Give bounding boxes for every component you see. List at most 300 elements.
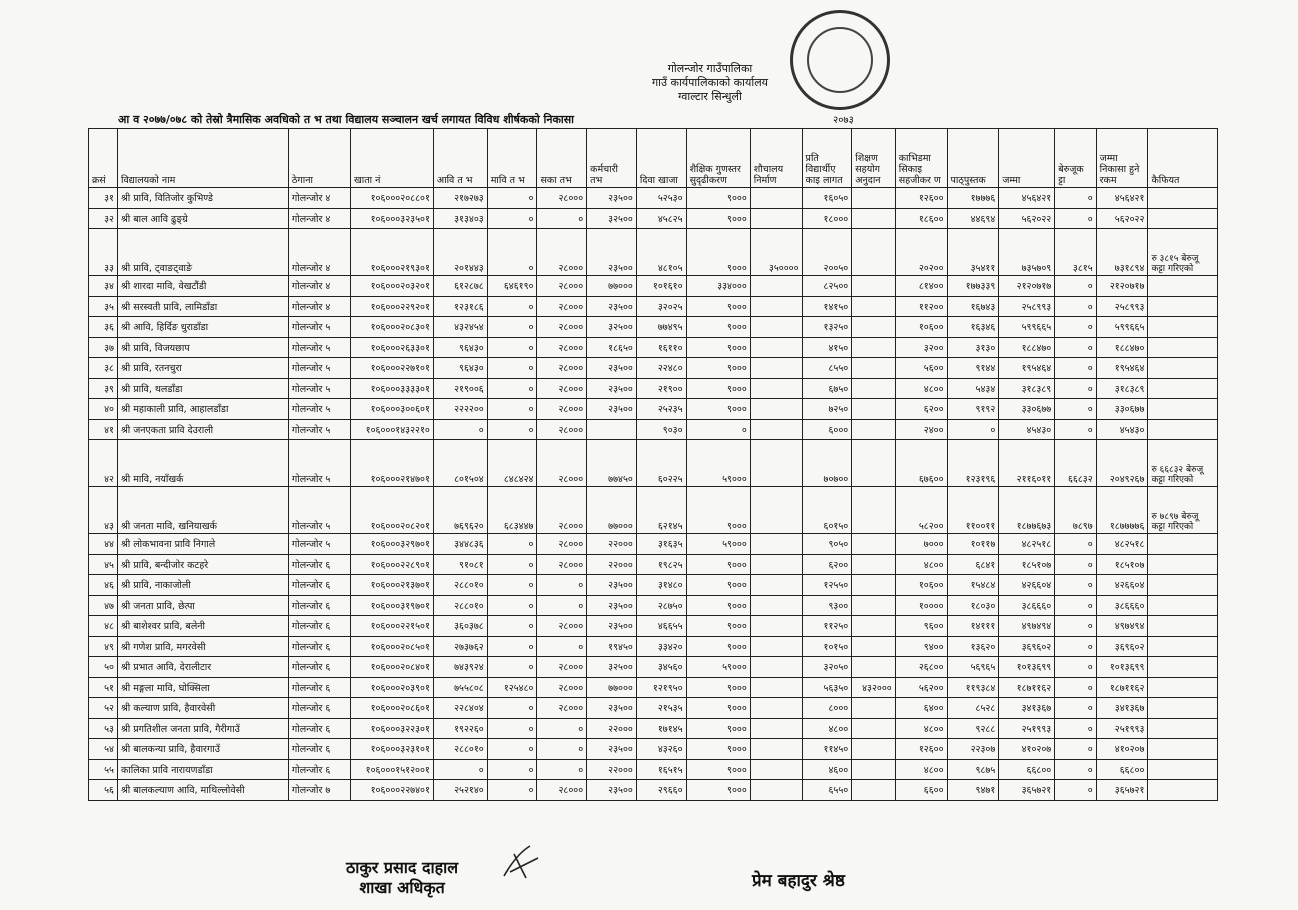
table-cell: १९५४६४ bbox=[1096, 358, 1148, 379]
table-cell: श्री जनता मावि, खनियाखर्क bbox=[118, 487, 289, 534]
table-cell: ६२०० bbox=[895, 399, 947, 420]
table-cell: २२२२०० bbox=[433, 399, 487, 420]
table-cell: ९००० bbox=[686, 399, 750, 420]
table-cell bbox=[1148, 276, 1218, 297]
table-cell: ३१ bbox=[89, 188, 118, 209]
column-header: प्रति विद्यार्थीए काइ लागत bbox=[802, 129, 852, 188]
column-header: बेरुजूक ट्टा bbox=[1055, 129, 1096, 188]
table-cell: ३६९६०२ bbox=[1096, 636, 1148, 657]
column-header: काभिडमा सिकाइ सहजीकर ण bbox=[895, 129, 947, 188]
table-cell: गोलन्जोर ५ bbox=[288, 419, 350, 440]
table-cell bbox=[852, 317, 896, 338]
table-cell: १०६०००२०३९०१ bbox=[351, 677, 434, 698]
table-cell bbox=[1148, 208, 1218, 229]
table-cell: श्री महाकाली प्रावि, आहालडाँडा bbox=[118, 399, 289, 420]
table-cell: ० bbox=[1055, 698, 1096, 719]
column-header: शिक्षण सहयोग अनुदान bbox=[852, 129, 896, 188]
table-cell: गोलन्जोर ६ bbox=[288, 616, 350, 637]
table-cell: ४९ bbox=[89, 636, 118, 657]
table-cell: २८००० bbox=[537, 337, 587, 358]
left-signatory-title: शाखा अधिकृत bbox=[359, 878, 445, 897]
table-cell: ४१५० bbox=[802, 337, 852, 358]
table-cell: ७३५७०९ bbox=[999, 229, 1055, 276]
table-cell: १२१९५० bbox=[636, 677, 686, 698]
table-cell: १६५१५ bbox=[636, 759, 686, 780]
table-cell: श्री जनता प्रावि, छेत्पा bbox=[118, 595, 289, 616]
table-cell: २८००० bbox=[537, 296, 587, 317]
table-cell: १०६०००३२२३०१ bbox=[351, 718, 434, 739]
table-cell: गोलन्जोर ५ bbox=[288, 487, 350, 534]
table-cell: १०१६१० bbox=[636, 276, 686, 297]
table-cell: १७१४५ bbox=[636, 718, 686, 739]
table-cell: १८००० bbox=[802, 208, 852, 229]
table-cell: ५६२०० bbox=[895, 677, 947, 698]
table-cell: ८१४०० bbox=[895, 276, 947, 297]
table-cell: गोलन्जोर ७ bbox=[288, 780, 350, 801]
table-cell: ७८९७ bbox=[1055, 487, 1096, 534]
table-cell: रु ६६८३२ बेरुजू कट्टा गरिएको bbox=[1148, 440, 1218, 487]
table-cell: २८००० bbox=[537, 554, 587, 575]
table-cell: श्री प्रावि, वितिजोर कुभिण्डे bbox=[118, 188, 289, 209]
table-cell: श्री प्रगतिशील जनता प्रावि, गैरीगाउँ bbox=[118, 718, 289, 739]
table-cell: २८००० bbox=[537, 188, 587, 209]
table-cell bbox=[852, 698, 896, 719]
table-cell: १६३४६ bbox=[947, 317, 999, 338]
table-cell: ० bbox=[487, 534, 537, 555]
handwritten-signature bbox=[500, 842, 544, 882]
table-cell bbox=[852, 229, 896, 276]
table-cell: ३५ bbox=[89, 296, 118, 317]
table-cell: ३३ bbox=[89, 229, 118, 276]
table-cell bbox=[852, 595, 896, 616]
table-cell: गोलन्जोर ५ bbox=[288, 534, 350, 555]
table-cell: ४६६५५ bbox=[636, 616, 686, 637]
table-cell bbox=[852, 378, 896, 399]
table-cell: ० bbox=[1055, 780, 1096, 801]
table-cell: ४३२६० bbox=[636, 739, 686, 760]
table-cell: श्री बाल आवि ढुङ्ग्रे bbox=[118, 208, 289, 229]
table-cell: ४३२४५४ bbox=[433, 317, 487, 338]
table-cell: ४९७४९४ bbox=[1096, 616, 1148, 637]
table-cell: १०६०००१४३२२१० bbox=[351, 419, 434, 440]
column-header: मावि त भ bbox=[487, 129, 537, 188]
table-cell: १०६०००२१४७०१ bbox=[351, 440, 434, 487]
seal-year: २०७३ bbox=[833, 115, 854, 126]
office-name: गाउँ कार्यपालिकाको कार्यालय bbox=[651, 76, 769, 89]
table-cell bbox=[852, 358, 896, 379]
table-cell: ५० bbox=[89, 657, 118, 678]
table-cell: ६८३४४७ bbox=[487, 487, 537, 534]
table-cell: गोलन्जोर ६ bbox=[288, 759, 350, 780]
table-cell: ४८०० bbox=[895, 718, 947, 739]
table-cell: १८५१०७ bbox=[999, 554, 1055, 575]
table-cell: ६६८०० bbox=[999, 759, 1055, 780]
table-cell: ० bbox=[487, 780, 537, 801]
table-cell: रु ३८१५ बेरुजू कट्टा गरिएको bbox=[1148, 229, 1218, 276]
table-cell: ४८२५१८ bbox=[999, 534, 1055, 555]
column-header: जम्मा bbox=[999, 129, 1055, 188]
table-cell: १८८४७० bbox=[999, 337, 1055, 358]
table-cell: २८८०१० bbox=[433, 739, 487, 760]
table-cell: १०६०००२०८४०१ bbox=[351, 657, 434, 678]
table-cell: ३६५७२१ bbox=[1096, 780, 1148, 801]
table-row bbox=[89, 296, 1218, 317]
table-cell bbox=[852, 718, 896, 739]
table-cell: २८००० bbox=[537, 487, 587, 534]
table-cell: गोलन्जोर ६ bbox=[288, 698, 350, 719]
table-header-row bbox=[89, 129, 1218, 188]
table-cell: ४५८२५ bbox=[636, 208, 686, 229]
table-cell: २२८४०४ bbox=[433, 698, 487, 719]
table-cell: ११४५० bbox=[802, 739, 852, 760]
table-cell bbox=[852, 780, 896, 801]
municipality-name: गोलन्जोर गाउँपालिका bbox=[667, 62, 753, 75]
table-cell: ७७००० bbox=[587, 276, 637, 297]
table-cell: ५६२०२२ bbox=[999, 208, 1055, 229]
table-row bbox=[89, 487, 1218, 534]
table-cell: ० bbox=[537, 595, 587, 616]
table-cell: ७४३९२४ bbox=[433, 657, 487, 678]
table-row bbox=[89, 399, 1218, 420]
table-cell: ४६ bbox=[89, 575, 118, 596]
table-cell: १९२२६० bbox=[433, 718, 487, 739]
table-row bbox=[89, 378, 1218, 399]
table-cell bbox=[750, 657, 802, 678]
table-cell: ० bbox=[1055, 595, 1096, 616]
table-cell: ७५५८०८ bbox=[433, 677, 487, 698]
table-cell: ५६ bbox=[89, 780, 118, 801]
table-cell: ९००० bbox=[686, 595, 750, 616]
table-cell: ३१३० bbox=[947, 337, 999, 358]
table-cell: ५१ bbox=[89, 677, 118, 698]
table-row bbox=[89, 276, 1218, 297]
table-cell bbox=[852, 657, 896, 678]
table-cell: १०६०००२१९३०१ bbox=[351, 229, 434, 276]
table-cell: २८७५० bbox=[636, 595, 686, 616]
table-cell: ११२०० bbox=[895, 296, 947, 317]
table-cell bbox=[750, 636, 802, 657]
table-cell: १९४५० bbox=[587, 636, 637, 657]
table-cell: ५२५३० bbox=[636, 188, 686, 209]
table-cell bbox=[750, 419, 802, 440]
table-cell: ४८ bbox=[89, 616, 118, 637]
table-cell bbox=[1148, 358, 1218, 379]
table-cell: २५१९९३ bbox=[1096, 718, 1148, 739]
table-cell: श्री कल्याण प्रावि, हैवारवेसी bbox=[118, 698, 289, 719]
table-cell: गोलन्जोर ५ bbox=[288, 378, 350, 399]
table-cell: १८७११६२ bbox=[1096, 677, 1148, 698]
table-cell bbox=[1148, 698, 1218, 719]
table-cell: ५६३५० bbox=[802, 677, 852, 698]
table-cell: ४५४३० bbox=[999, 419, 1055, 440]
table-row bbox=[89, 317, 1218, 338]
table-cell: गोलन्जोर ४ bbox=[288, 229, 350, 276]
right-signatory-name: प्रेम बहादुर श्रेष्ठ bbox=[752, 871, 845, 891]
table-cell: ० bbox=[433, 759, 487, 780]
table-cell: गोलन्जोर ६ bbox=[288, 718, 350, 739]
table-cell: ९१९२ bbox=[947, 399, 999, 420]
table-cell: १८०३० bbox=[947, 595, 999, 616]
table-cell: १५४८४ bbox=[947, 575, 999, 596]
table-cell: ९४०० bbox=[895, 636, 947, 657]
table-row bbox=[89, 718, 1218, 739]
table-cell bbox=[750, 677, 802, 698]
table-cell: २८००० bbox=[537, 440, 587, 487]
table-cell: ० bbox=[537, 575, 587, 596]
table-cell: २३५०० bbox=[587, 780, 637, 801]
table-cell bbox=[750, 739, 802, 760]
table-cell: २३५०० bbox=[587, 399, 637, 420]
table-cell bbox=[852, 534, 896, 555]
table-cell bbox=[750, 698, 802, 719]
table-cell: गोलन्जोर ५ bbox=[288, 399, 350, 420]
table-cell: ४१०२०७ bbox=[999, 739, 1055, 760]
table-cell: ३५०००० bbox=[750, 229, 802, 276]
table-cell: ५९९६६५ bbox=[999, 317, 1055, 338]
table-cell: ९००० bbox=[686, 575, 750, 596]
table-cell bbox=[587, 419, 637, 440]
table-cell: ४८०० bbox=[895, 378, 947, 399]
table-cell: ३४ bbox=[89, 276, 118, 297]
table-cell: ५९००० bbox=[686, 440, 750, 487]
table-cell: ० bbox=[1055, 718, 1096, 739]
table-cell: ३३०६७७ bbox=[999, 399, 1055, 420]
table-cell: ० bbox=[487, 595, 537, 616]
table-row bbox=[89, 677, 1218, 698]
table-cell: ७००० bbox=[895, 534, 947, 555]
table-cell: २१२०७१७ bbox=[1096, 276, 1148, 297]
table-cell: ० bbox=[487, 698, 537, 719]
table-cell: ५६२०२२ bbox=[1096, 208, 1148, 229]
table-cell: ३६९६०२ bbox=[999, 636, 1055, 657]
table-cell: ३२५०० bbox=[587, 317, 637, 338]
table-cell: ० bbox=[487, 739, 537, 760]
table-cell: २२३०७ bbox=[947, 739, 999, 760]
table-cell: ४३ bbox=[89, 487, 118, 534]
table-cell: ३६५७२१ bbox=[999, 780, 1055, 801]
table-cell: २५८९९३ bbox=[1096, 296, 1148, 317]
table-cell: २००५० bbox=[802, 229, 852, 276]
table-row bbox=[89, 698, 1218, 719]
table-cell: ९६४३० bbox=[433, 337, 487, 358]
table-cell: १३६२० bbox=[947, 636, 999, 657]
table-cell bbox=[750, 487, 802, 534]
table-cell: ५५ bbox=[89, 759, 118, 780]
table-cell: ४५ bbox=[89, 554, 118, 575]
table-cell: ९१४४ bbox=[947, 358, 999, 379]
table-cell: २८००० bbox=[537, 780, 587, 801]
table-cell: ९१०८१ bbox=[433, 554, 487, 575]
table-cell: ८००० bbox=[802, 698, 852, 719]
left-signatory-name: ठाकुर प्रसाद दाहाल bbox=[346, 858, 459, 877]
table-cell: ० bbox=[1055, 317, 1096, 338]
table-cell: ० bbox=[1055, 188, 1096, 209]
table-cell: ३६ bbox=[89, 317, 118, 338]
table-cell: गोलन्जोर ५ bbox=[288, 337, 350, 358]
table-cell: श्री प्रावि, थलडाँडा bbox=[118, 378, 289, 399]
table-cell: गोलन्जोर ६ bbox=[288, 575, 350, 596]
table-cell: २५८९९३ bbox=[999, 296, 1055, 317]
table-cell: ३४१३६७ bbox=[999, 698, 1055, 719]
table-cell: २३५०० bbox=[587, 575, 637, 596]
table-row bbox=[89, 636, 1218, 657]
table-cell: ८५२८ bbox=[947, 698, 999, 719]
table-cell: ० bbox=[537, 739, 587, 760]
table-cell: ९००० bbox=[686, 677, 750, 698]
table-cell: १२३१८६ bbox=[433, 296, 487, 317]
table-cell: श्री प्रावि, विजयछाप bbox=[118, 337, 289, 358]
table-cell: २१९०० bbox=[636, 378, 686, 399]
table-cell bbox=[1148, 595, 1218, 616]
table-cell: ६१२८७८ bbox=[433, 276, 487, 297]
table-cell: ३२५०० bbox=[587, 657, 637, 678]
table-row bbox=[89, 534, 1218, 555]
table-cell: ० bbox=[487, 317, 537, 338]
table-cell: २३५०० bbox=[587, 296, 637, 317]
table-cell: ३२५०० bbox=[587, 208, 637, 229]
table-cell: १८५१०७ bbox=[1096, 554, 1148, 575]
table-row bbox=[89, 337, 1218, 358]
table-cell: श्री प्रावि, नाकाजोली bbox=[118, 575, 289, 596]
table-cell: ४० bbox=[89, 399, 118, 420]
table-cell: २५२३५ bbox=[636, 399, 686, 420]
table-cell: ३३०६७७ bbox=[1096, 399, 1148, 420]
table-cell: ७७४९५ bbox=[636, 317, 686, 338]
table-cell bbox=[852, 399, 896, 420]
table-cell: ११९३८४ bbox=[947, 677, 999, 698]
official-seal-stamp bbox=[790, 10, 890, 110]
table-cell: ५८२०० bbox=[895, 487, 947, 534]
table-cell: २०४९२६७ bbox=[1096, 440, 1148, 487]
table-cell bbox=[1148, 317, 1218, 338]
table-cell: १०६०००२२७४०१ bbox=[351, 780, 434, 801]
table-cell: गोलन्जोर ४ bbox=[288, 276, 350, 297]
table-cell: १०६०००२०३२०१ bbox=[351, 276, 434, 297]
table-cell: १०६०००३२३१०१ bbox=[351, 739, 434, 760]
table-cell: १०६०००२०८३०१ bbox=[351, 317, 434, 338]
table-cell: ० bbox=[1055, 296, 1096, 317]
table-cell: ३४१३६७ bbox=[1096, 698, 1148, 719]
table-cell: ७७००० bbox=[587, 487, 637, 534]
table-cell: गोलन्जोर ६ bbox=[288, 595, 350, 616]
table-cell: श्री प्रावि, ट्वाङट्वाङे bbox=[118, 229, 289, 276]
table-cell: ५९००० bbox=[686, 534, 750, 555]
table-cell bbox=[750, 616, 802, 637]
table-cell: २८८०१० bbox=[433, 595, 487, 616]
table-cell: ९३०० bbox=[802, 595, 852, 616]
table-cell: ९०५० bbox=[802, 534, 852, 555]
table-cell: १०६०००२२९२०१ bbox=[351, 296, 434, 317]
table-cell bbox=[1148, 188, 1218, 209]
table-cell: ० bbox=[487, 575, 537, 596]
table-cell: ० bbox=[1055, 677, 1096, 698]
table-cell: ६८४१ bbox=[947, 554, 999, 575]
table-cell: ० bbox=[487, 188, 537, 209]
table-cell: ० bbox=[433, 419, 487, 440]
table-cell: ० bbox=[487, 399, 537, 420]
table-cell: २६८०० bbox=[895, 657, 947, 678]
table-cell: १०००० bbox=[895, 595, 947, 616]
table-cell bbox=[750, 440, 802, 487]
table-cell: ५४३४ bbox=[947, 378, 999, 399]
table-cell: ४१ bbox=[89, 419, 118, 440]
column-header: खाता नं bbox=[351, 129, 434, 188]
table-cell bbox=[1148, 399, 1218, 420]
table-row bbox=[89, 657, 1218, 678]
table-cell: कालिका प्रावि नारायणडाँडा bbox=[118, 759, 289, 780]
table-cell: ६७५० bbox=[802, 378, 852, 399]
table-cell: ९००० bbox=[686, 358, 750, 379]
table-cell: १४१११ bbox=[947, 616, 999, 637]
table-cell: २२००० bbox=[587, 534, 637, 555]
table-cell bbox=[852, 739, 896, 760]
table-cell: २८००० bbox=[537, 399, 587, 420]
table-cell: ४४६९४ bbox=[947, 208, 999, 229]
table-row bbox=[89, 208, 1218, 229]
table-cell: २२००० bbox=[587, 759, 637, 780]
table-cell: ५२ bbox=[89, 698, 118, 719]
table-cell: २८००० bbox=[537, 276, 587, 297]
table-cell: श्री गणेश प्रावि, मगरवेसी bbox=[118, 636, 289, 657]
table-cell: ९००० bbox=[686, 718, 750, 739]
table-cell: ० bbox=[487, 378, 537, 399]
table-row bbox=[89, 440, 1218, 487]
table-cell bbox=[750, 188, 802, 209]
table-cell: ० bbox=[1055, 636, 1096, 657]
table-cell: १०६०००२२८९०१ bbox=[351, 554, 434, 575]
column-header: ठेगाना bbox=[288, 129, 350, 188]
table-cell: ५४ bbox=[89, 739, 118, 760]
table-cell bbox=[750, 534, 802, 555]
table-cell: ६६८३२ bbox=[1055, 440, 1096, 487]
table-cell: ६००० bbox=[802, 419, 852, 440]
table-cell: ४४ bbox=[89, 534, 118, 555]
table-cell: ० bbox=[1055, 739, 1096, 760]
table-cell: २८००० bbox=[537, 378, 587, 399]
table-cell: १२५४८० bbox=[487, 677, 537, 698]
table-cell: ४९७४९४ bbox=[999, 616, 1055, 637]
table-cell: ६६८०० bbox=[1096, 759, 1148, 780]
table-cell bbox=[852, 296, 896, 317]
table-cell: गोलन्जोर ५ bbox=[288, 440, 350, 487]
column-header: सका तभ bbox=[537, 129, 587, 188]
column-header: पाठ्पुस्तक bbox=[947, 129, 999, 188]
disbursement-table bbox=[88, 128, 1218, 801]
table-cell: २८००० bbox=[537, 698, 587, 719]
table-cell: श्री बाशेश्वर प्रावि, बलेनी bbox=[118, 616, 289, 637]
table-cell: १०६०००३००६०१ bbox=[351, 399, 434, 420]
table-cell: गोलन्जोर ६ bbox=[288, 739, 350, 760]
table-cell: २८००० bbox=[537, 534, 587, 555]
table-cell: ९२८८ bbox=[947, 718, 999, 739]
table-cell: ४१०२०७ bbox=[1096, 739, 1148, 760]
table-cell bbox=[750, 554, 802, 575]
table-cell: ० bbox=[487, 554, 537, 575]
table-cell bbox=[852, 440, 896, 487]
table-cell: ९००० bbox=[686, 780, 750, 801]
table-cell bbox=[1148, 419, 1218, 440]
table-cell: गोलन्जोर ४ bbox=[288, 296, 350, 317]
table-cell bbox=[750, 208, 802, 229]
table-cell bbox=[852, 759, 896, 780]
table-cell: २३५०० bbox=[587, 616, 637, 637]
table-cell: गोलन्जोर ५ bbox=[288, 358, 350, 379]
table-cell bbox=[852, 208, 896, 229]
table-cell: १०६०००२६३३०१ bbox=[351, 337, 434, 358]
table-cell: ० bbox=[1055, 276, 1096, 297]
left-signature-block bbox=[346, 858, 458, 898]
table-cell: ४२६६०४ bbox=[999, 575, 1055, 596]
